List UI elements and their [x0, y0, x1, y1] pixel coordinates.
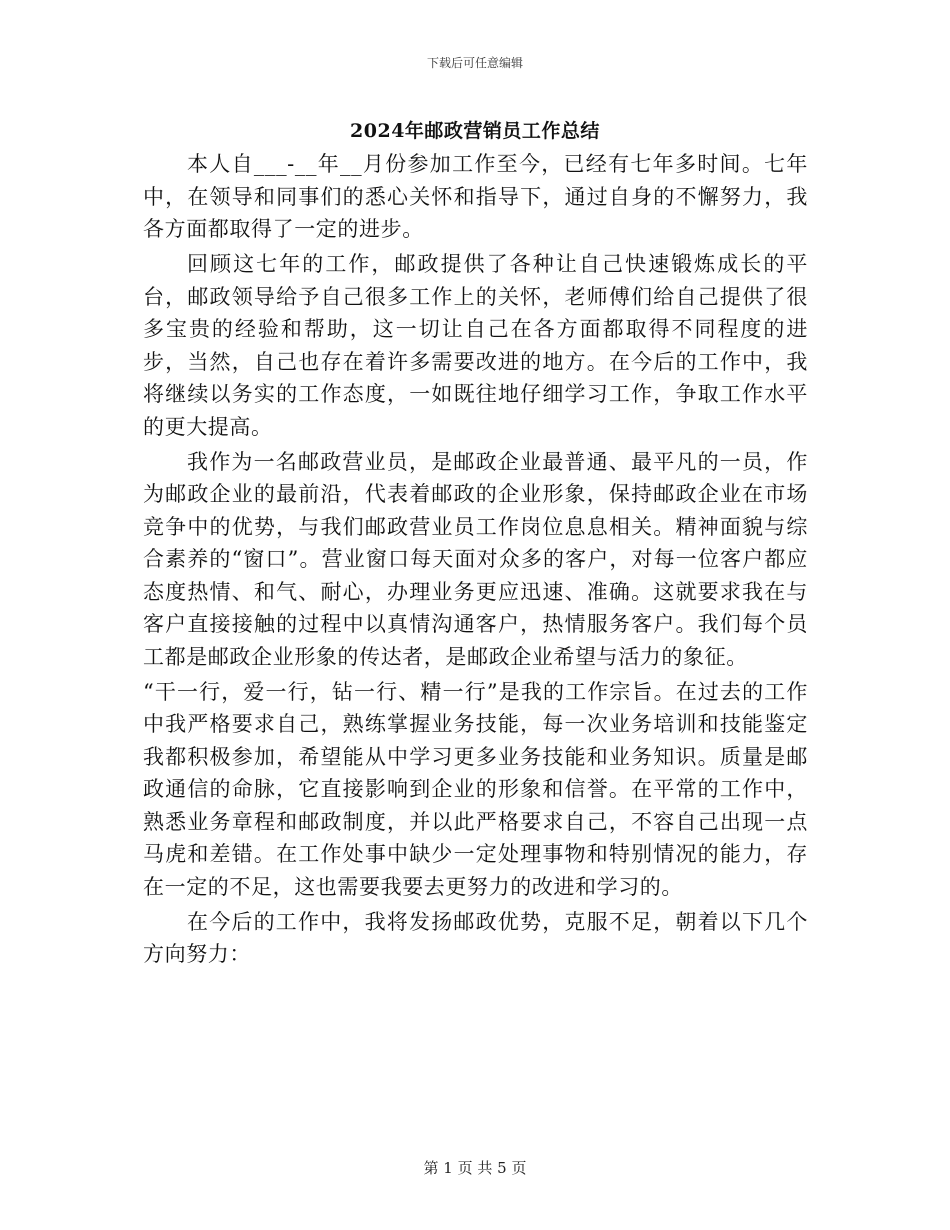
- document-title: 2024年邮政营销员工作总结: [350, 120, 600, 142]
- paragraph-3: 我作为一名邮政营业员，是邮政企业最普通、最平凡的一员，作为邮政企业的最前沿，代表着邮政的企业形象，保持邮政企业在市场竞争中的优势，与我们邮政营业员工作岗位息息相关。精神面貌与综合素养的“窗口”。营业窗口每天面对众多的客户，对每一位客户都应态度热情、和气、耐心，办理业务更应迅速、准确。这就要求我在与客户直接接触的过程中以真情沟通客户，热情服务客户。我们每个员工都是邮政企业形象的传达者，是邮政企业希望与活力的象征。: [143, 449, 808, 669]
- paragraph-2: 回顾这七年的工作，邮政提供了各种让自己快速锻炼成长的平台，邮政领导给予自己很多工作上的关怀，老师傅们给自己提供了很多宝贵的经验和帮助，这一切让自己在各方面都取得不同程度的进步，当然，自己也存在着许多需要改进的地方。在今后的工作中，我将继续以务实的工作态度，一如既往地仔细学习工作，争取工作水平的更大提高。: [143, 252, 808, 439]
- header-note: 下载后可任意编辑: [426, 56, 523, 70]
- paragraph-1: 本人自___-__年__月份参加工作至今，已经有七年多时间。七年中，在领导和同事们的悉心关怀和指导下，通过自身的不懈努力，我各方面都取得了一定的进步。: [143, 152, 808, 241]
- paragraph-4: “干一行，爱一行，钻一行、精一行”是我的工作宗旨。在过去的工作中我严格要求自己，熟练掌握业务技能，每一次业务培训和技能鉴定我都积极参加，希望能从中学习更多业务技能和业务知识。质量是邮政通信的命脉，它直接影响到企业的形象和信誉。在平常的工作中，熟悉业务章程和邮政制度，并以此严格要求自己，不容自己出现一点马虎和差错。在工作处事中缺少一定处理事物和特别情况的能力，存在一定的不足，这也需要我要去更努力的改进和学习的。: [143, 679, 808, 899]
- page-number: 第 1 页 共 5 页: [423, 1159, 527, 1177]
- paragraph-5: 在今后的工作中，我将发扬邮政优势，克服不足，朝着以下几个方向努力：: [143, 909, 808, 966]
- document-body: [143, 148, 808, 973]
